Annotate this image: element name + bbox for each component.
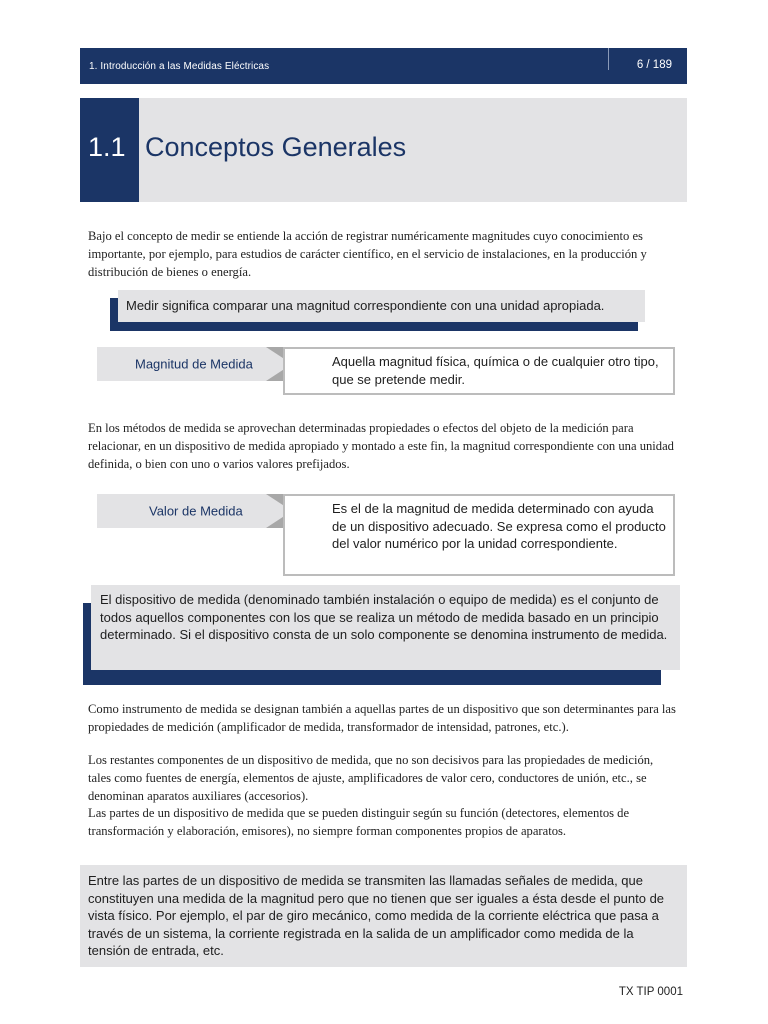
intro-paragraph: Bajo el concepto de medir se entiende la acción de registrar numéricamente magnitudes cuyo conocimiento es importante, por ejemplo, para estudios de carácter científico, en el servicio de instalaciones, en la producción y distribución de bienes o energía. [88, 229, 647, 279]
instrument-paragraph: Como instrumento de medida se designan también a aquellas partes de un dispositivo que son determinantes para las propiedades de medición (amplificador de medida, transformador de intensidad, patrones, etc.). [88, 702, 676, 734]
highlight-device-text: El dispositivo de medida (denominado también instalación o equipo de medida) es el conjunto de todos aquellos componentes con los que se realiza un método de medida basado en un principio determinado. Si el dispositivo consta de un solo componente se denomina instrumento de medida. [100, 592, 668, 642]
page-number: 6 / 189 [636, 59, 672, 71]
parts-paragraph: Las partes de un dispositivo de medida que se pueden distinguir según su función (detectores, elementos de transformación y elaboración, emisores), no siempre forman componentes propios de aparatos. [88, 806, 630, 838]
highlight-signals [80, 865, 687, 967]
definition-term-valor [97, 494, 287, 528]
section-number-box [80, 98, 139, 202]
header-divider [608, 48, 609, 70]
page-header [80, 48, 687, 84]
highlight-signals-text: Entre las partes de un dispositivo de medida se transmiten las llamadas señales de medida, que constituyen una medida de la magnitud pero que no tienen que ser iguales a ésta desde el punto de vista físico. Por ejemplo, el par de giro mecánico, como medida de la corriente eléctrica que pasa a través de un sistema, la corriente registrada en la salida de un amplificador como medida de la tensión de entrada, etc. [88, 873, 665, 958]
section-title: Conceptos Generales [145, 132, 407, 162]
document-code: TX TIP 0001 [618, 986, 683, 998]
definition-box-valor [283, 494, 675, 576]
methods-paragraph: En los métodos de medida se aprovechan determinadas propiedades o efectos del objeto de la medición para relacionar, en un dispositivo de medida apropiado y montado a este fin, la magnitud correspondiente con una unidad definida, o bien con uno o varios valores prefijados. [88, 421, 674, 471]
section-title-band [80, 98, 687, 202]
chapter-title: 1. Introducción a las Medidas Eléctricas [89, 61, 270, 72]
section-number: 1.1 [88, 132, 126, 162]
definition-term-magnitud [97, 347, 287, 381]
definition-text-magnitud: Aquella magnitud física, química o de cualquier otro tipo, que se pretende medir. [332, 354, 659, 387]
definition-box-magnitud [283, 347, 675, 395]
definition-text-valor: Es el de la magnitud de medida determinado con ayuda de un dispositivo adecuado. Se expresa como el producto del valor numérico por la unidad correspondiente. [332, 501, 666, 551]
auxiliary-paragraph: Los restantes componentes de un dispositivo de medida, que no son decisivos para las propiedades de medición, tales como fuentes de energía, elementos de ajuste, amplificadores de valor cero, conductores de unión, etc., se denominan aparatos auxiliares (accesorios). [88, 753, 654, 803]
highlight-device [91, 585, 680, 670]
highlight-measure [118, 290, 645, 322]
definition-term-magnitud-label: Magnitud de Medida [135, 356, 253, 372]
definition-term-valor-label: Valor de Medida [149, 503, 243, 519]
highlight-measure-text: Medir significa comparar una magnitud correspondiente con una unidad apropiada. [126, 298, 605, 313]
